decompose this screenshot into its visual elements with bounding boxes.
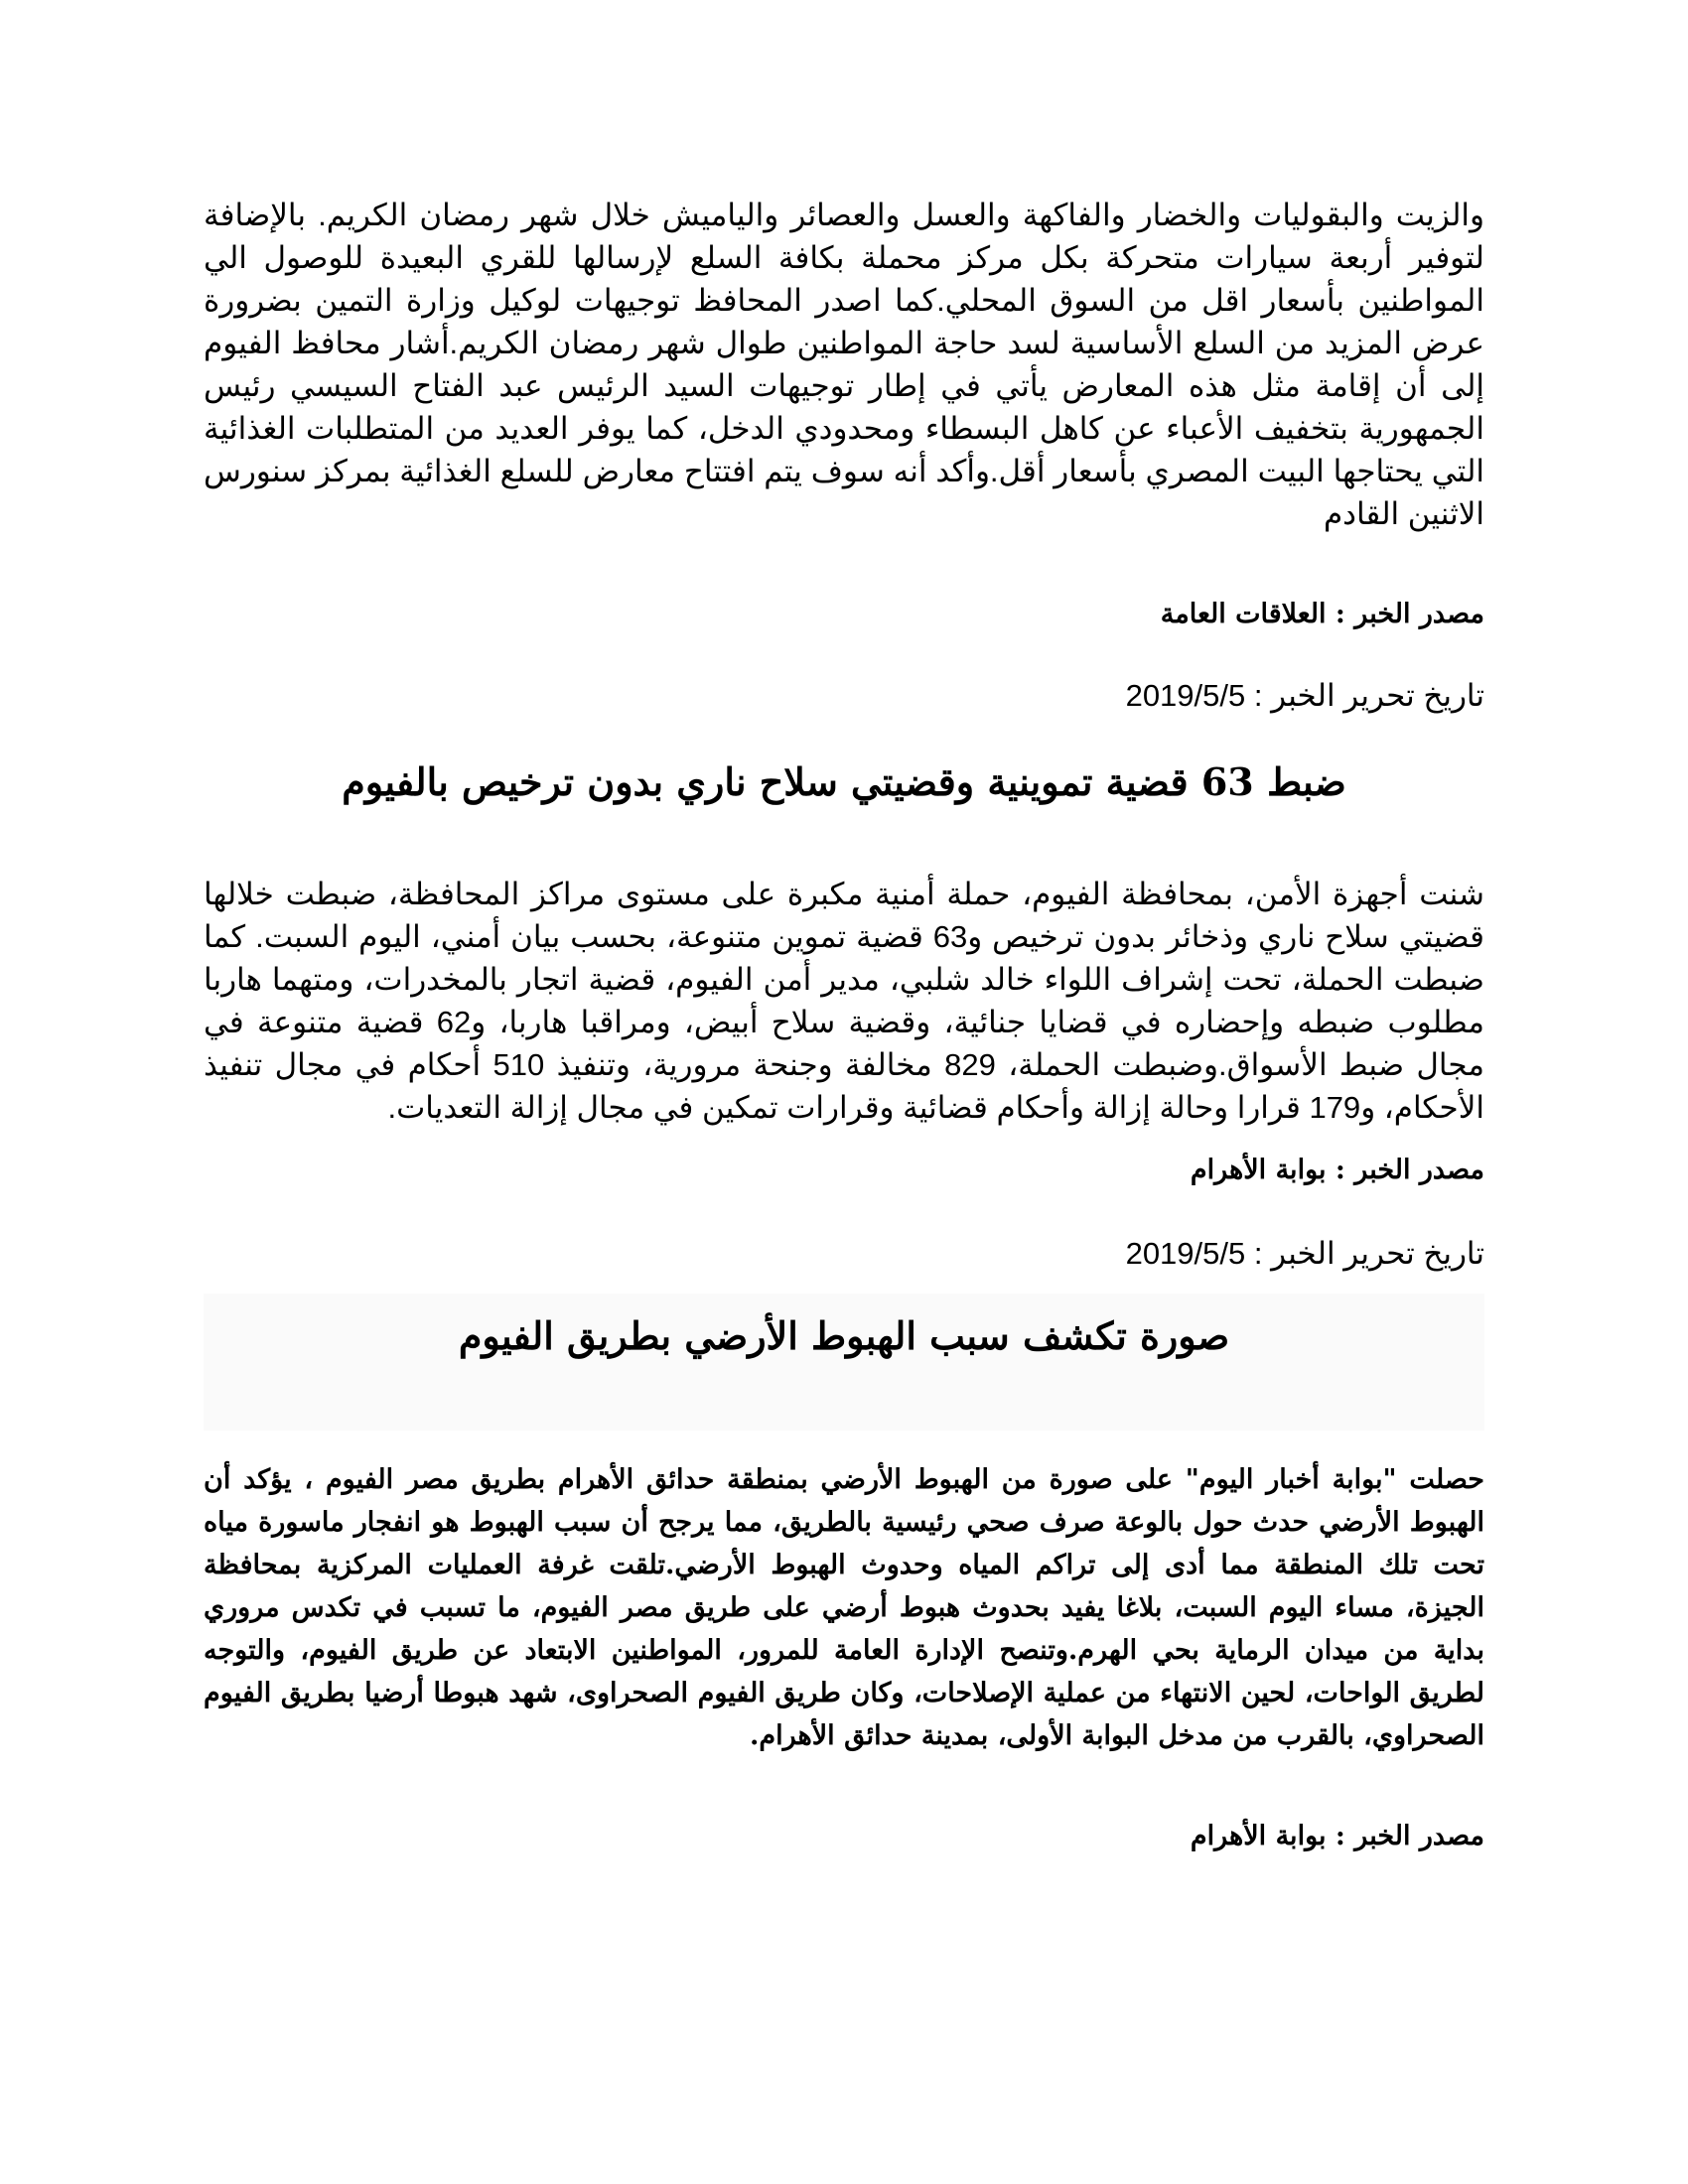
- article2-date: تاريخ تحرير الخبر : 2019/5/5: [1125, 1236, 1484, 1271]
- article3-source: مصدر الخبر : بوابة الأهرام: [1190, 1821, 1484, 1851]
- article2-headline: ضبط 63 قضية تموينية وقضيتي سلاح ناري بدون ترخيص بالفيوم: [342, 759, 1346, 804]
- article3-headline: صورة تكشف سبب الهبوط الأرضي بطريق الفيوم: [458, 1313, 1230, 1358]
- article1-date: تاريخ تحرير الخبر : 2019/5/5: [1125, 678, 1484, 713]
- article3-headline-box: [204, 1294, 1484, 1431]
- document-page: [204, 194, 1484, 1856]
- article1-source: مصدر الخبر : العلاقات العامة: [1160, 599, 1484, 629]
- article2-source: مصدر الخبر : بوابة الأهرام: [1190, 1155, 1484, 1185]
- article1-body: والزيت والبقوليات والخضار والفاكهة والعسل والعصائر والياميش خلال شهر رمضان الكريم. بالإضافة لتوفير أربعة سيارات متحركة بكل مركز محملة بكافة السلع لإرسالها للقري البعيدة للوصول الي المواطنين بأسعار اقل من السوق المحلي.كما اصدر المحافظ توجيهات لوكيل وزارة التمين بضرورة عرض المزيد من السلع الأساسية لسد حاجة المواطنين طوال شهر رمضان الكريم.أشار محافظ الفيوم إلى أن إقامة مثل هذه المعارض يأتي في إطار توجيهات السيد الرئيس عبد الفتاح السيسي رئيس الجمهورية بتخفيف الأعباء عن كاهل البسطاء ومحدودي الدخل، كما يوفر العديد من المتطلبات الغذائية التي يحتاجها البيت المصري بأسعار أقل.وأكد أنه سوف يتم افتتاح معارض للسلع الغذائية بمركز سنورس الاثنين القادم: [204, 198, 1484, 531]
- article3-body: حصلت "بوابة أخبار اليوم" على صورة من الهبوط الأرضي بمنطقة حدائق الأهرام بطريق مصر الفيوم ، يؤكد أن الهبوط الأرضي حدث حول بالوعة صرف صحي رئيسية بالطريق، مما يرجح أن سبب الهبوط هو انفجار ماسورة مياه تحت تلك المنطقة مما أدى إلى تراكم المياه وحدوث الهبوط الأرضي.تلقت غرفة العمليات المركزية بمحافظة الجيزة، مساء اليوم السبت، بلاغا يفيد بحدوث هبوط أرضي على طريق مصر الفيوم، ما تسبب في تكدس مروري بداية من ميدان الرماية بحي الهرم.وتنصح الإدارة العامة للمرور، المواطنين الابتعاد عن طريق الفيوم، والتوجه لطريق الواحات، لحين الانتهاء من عملية الإصلاحات، وكان طريق الفيوم الصحراوى، شهد هبوطا أرضيا بطريق الفيوم الصحراوي، بالقرب من مدخل البوابة الأولى، بمدينة حدائق الأهرام.: [204, 1464, 1484, 1751]
- article2-body: شنت أجهزة الأمن، بمحافظة الفيوم، حملة أمنية مكبرة على مستوى مراكز المحافظة، ضبطت خلالها قضيتي سلاح ناري وذخائر بدون ترخيص و63 قضية تموين متنوعة، بحسب بيان أمني، اليوم السبت. كما ضبطت الحملة، تحت إشراف اللواء خالد شلبي، مدير أمن الفيوم، قضية اتجار بالمخدرات، ومتهما هاربا مطلوب ضبطه وإحضاره في قضايا جنائية، وقضية سلاح أبيض، ومراقبا هاربا، و62 قضية متنوعة في مجال ضبط الأسواق.وضبطت الحملة، 829 مخالفة وجنحة مرورية، وتنفيذ 510 أحكام في مجال تنفيذ الأحكام، و179 قرارا وحالة إزالة وأحكام قضائية وقرارات تمكين في مجال إزالة التعديات.: [204, 877, 1484, 1125]
